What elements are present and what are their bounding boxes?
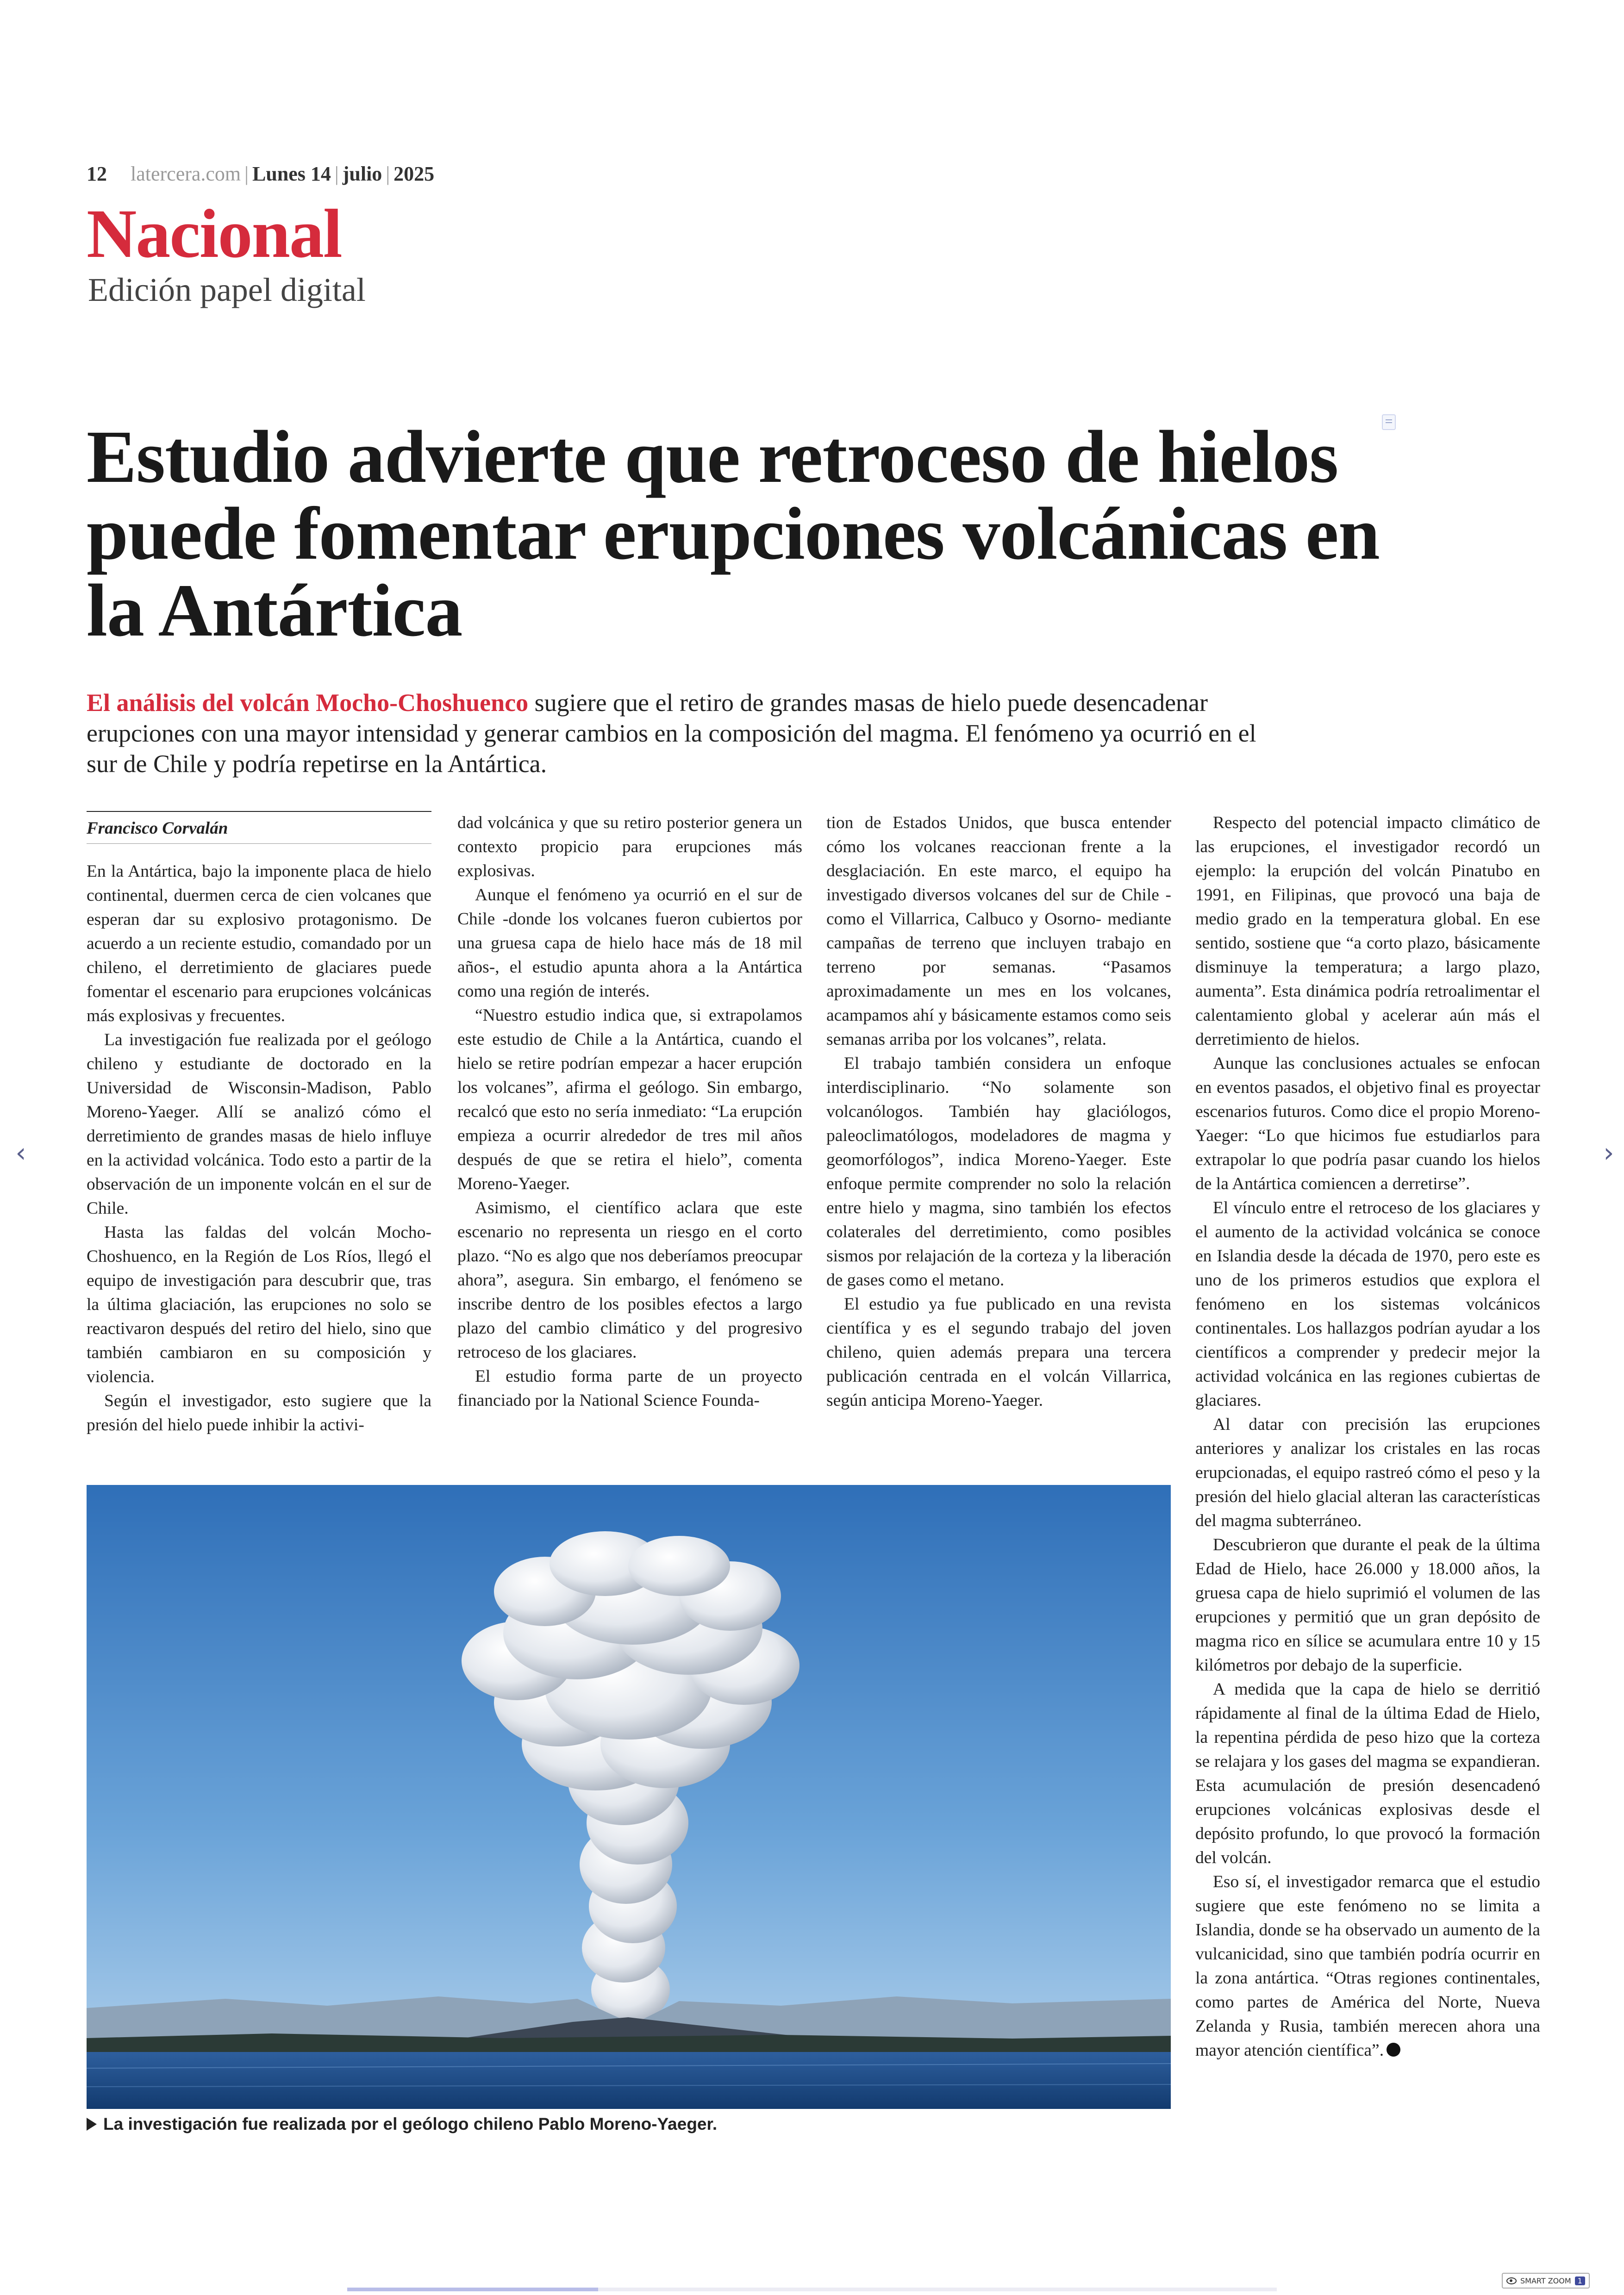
article-column-3 [826, 811, 1171, 1413]
paragraph: Al datar con precisión las erupciones anteriores y analizar los cristales en las rocas erupcionadas, el equipo rastreó cómo el peso y la presión del hielo glacial alteran las características del magma subterráneo. [1195, 1415, 1540, 1530]
paragraph: El estudio ya fue publicado en una revista científica y es el segundo trabajo del joven chileno, quien además prepara una tercera publicación centrada en el volcán Villarrica, según anticipa Moreno-Yaeger. [826, 1295, 1171, 1410]
header-date-month: julio [342, 162, 382, 185]
byline: Francisco Corvalán [87, 811, 431, 844]
note-icon[interactable] [1382, 414, 1396, 430]
paragraph: El trabajo también considera un enfoque interdisciplinario. “No solamente son volcanólogos. También hay glaciólogos, paleoclimatólogos, modeladores de magma y geomorfólogos”, indica Moreno-Yaeger. Este enfoque permite comprender no solo la relación entre hielo y magma, sino también los efectos colaterales del derretimiento, como posibles sismos por relajación de la corteza y la liberación de gases como el metano. [826, 1054, 1171, 1290]
eruption-photo [87, 1485, 1171, 2109]
paragraph: “Nuestro estudio indica que, si extrapolamos este estudio de Chile a la Antártica, cuando el hielo se retire podrían empezar a hacer erupción los volcanes”, afirma el geólogo. Sin embargo, recalcó que esto no sería inmediato: “La erupción empieza a ocurrir alrededor de tres mil años después de que se retira el hielo”, comenta Moreno-Yaeger. [457, 1006, 802, 1193]
paragraph: dad volcánica y que su retiro posterior genera un contexto propicio para erupciones más explosivas. [457, 813, 802, 880]
chevron-right-icon[interactable]: › [1603, 1137, 1614, 1168]
photo-caption [87, 2114, 717, 2134]
lede-highlight: El análisis del volcán Mocho-Choshuenco [87, 689, 529, 717]
caption-arrow-icon [87, 2118, 97, 2131]
header-date-year: 2025 [394, 162, 435, 185]
article-lede [87, 687, 1281, 779]
lede-text: sugiere que el retiro de grandes masas de hielo puede desencadenar erupciones con una mayor intensidad y generar cambios en la composición del magma. El fenómeno ya ocurrió en el sur de Chile y podría repetirse en la Antártica. [87, 689, 1256, 778]
page-number: 12 [87, 162, 107, 185]
smart-zoom-label: SMART ZOOM [1520, 2276, 1571, 2285]
end-mark-icon [1387, 2043, 1400, 2057]
page-progress-fill [347, 2288, 598, 2291]
paragraph [1195, 1870, 1540, 2063]
paragraph: Aunque las conclusiones actuales se enfocan en eventos pasados, el objetivo final es proyectar escenarios futuros. Como dice el propio Moreno-Yaeger: “Lo que hicimos fue estudiarlos para extrapolar lo que podría pasar cuando los hielos de la Antártica comiencen a derretirse”. [1195, 1054, 1540, 1193]
paragraph: Descubrieron que durante el peak de la última Edad de Hielo, hace 26.000 y 18.000 años, la gruesa capa de hielo suprimió el volumen de las erupciones y permitió que un gran depósito de magma rico en sílice se acumulara entre 10 y 15 kilómetros por debajo de la superficie. [1195, 1535, 1540, 1675]
paragraph: La investigación fue realizada por el geólogo chileno y estudiante de doctorado en la Universidad de Wisconsin-Madison, Pablo Moreno-Yaeger. Allí se analizó cómo el derretimiento de grandes masas de hielo influye en la actividad volcánica. Todo esto a partir de la observación de un imponente volcán en el sur de Chile. [87, 1030, 431, 1218]
eye-icon [1506, 2277, 1517, 2284]
paragraph: Según el investigador, esto sugiere que la presión del hielo puede inhibir la activi- [87, 1391, 431, 1434]
header-date-day: Lunes 14 [252, 162, 331, 185]
article-column-1 [87, 811, 431, 1437]
chevron-left-icon[interactable]: ‹ [15, 1137, 26, 1168]
paragraph: Aunque el fenómeno ya ocurrió en el sur de Chile -donde los volcanes fueron cubiertos por una gruesa capa de hielo hace más de 18 mil años-, el estudio apunta ahora a la Antártica como una región de interés. [457, 886, 802, 1001]
paragraph: Hasta las faldas del volcán Mocho-Choshuenco, en la Región de Los Ríos, llegó el equipo de investigación para descubrir que, tras la última glaciación, las erupciones no solo se reactivaron después del retiro del hielo, sino que también cambiaron en su composición y violencia. [87, 1223, 431, 1386]
paragraph: En la Antártica, bajo la imponente placa de hielo continental, duermen cerca de cien volcanes que esperan dar su explosivo protagonismo. De acuerdo a un reciente estudio, comandado por un chileno, el derretimiento de glaciares puede fomentar el escenario para erupciones volcánicas más explosivas y frecuentes. [87, 862, 431, 1025]
page-header: 12 latercera.com | Lunes 14 | julio | 2025 [87, 162, 435, 185]
article-column-4 [1195, 811, 1540, 2063]
photo-caption-text: La investigación fue realizada por el geólogo chileno Pablo Moreno-Yaeger. [103, 2114, 718, 2133]
page-progress-bar[interactable] [347, 2288, 1277, 2291]
section-title: Nacional [87, 195, 342, 272]
paragraph: El estudio forma parte de un proyecto financiado por la National Science Founda- [457, 1367, 802, 1410]
section-subtitle: Edición papel digital [88, 271, 366, 308]
paragraph: Respecto del potencial impacto climático de las erupciones, el investigador recordó un ejemplo: la erupción del volcán Pinatubo en 1991, en Filipinas, que provocó una baja de medio grado en la temperatura global. En ese sentido, sostiene que “a corto plazo, básicamente disminuye la temperatura; a largo plazo, aumenta”. Esta dinámica podría retroalimentar el calentamiento global y acelerar aún más el derretimiento de hielos. [1195, 813, 1540, 1049]
paragraph: El vínculo entre el retroceso de los glaciares y el aumento de la actividad volcánica se conoce en Islandia desde la década de 1970, pero este es uno de los primeros estudios que explora el fenómeno en los sistemas volcánicos continentales. Los hallazgos podrían ayudar a los científicos a comprender y predecir mejor la actividad volcánica en las regiones cubiertas de glaciares. [1195, 1198, 1540, 1410]
paragraph: Asimismo, el científico aclara que este escenario no representa un riesgo en el corto plazo. “No es algo que nos deberíamos preocupar ahora”, asegura. Sin embargo, el fenómeno se inscribe dentro de los posibles efectos a largo plazo del cambio climático y del progresivo retroceso de los glaciares. [457, 1198, 802, 1362]
paragraph: tion de Estados Unidos, que busca entender cómo los volcanes reaccionan frente a la desglaciación. En este marco, el equipo ha investigado diversos volcanes del sur de Chile -como el Villarrica, Calbuco y Osorno- mediante campañas de terreno que incluyen trabajo en terreno por semanas. “Pasamos aproximadamente un mes en los volcanes, acampamos ahí y básicamente estamos como seis semanas arriba por los volcanes”, relata. [826, 813, 1171, 1049]
paragraph: A medida que la capa de hielo se derritió rápidamente al final de la última Edad de Hielo, la repentina pérdida de peso hizo que la corteza se relajara y los gases del magma se expandieran. Esta acumulación de presión desencadenó erupciones volcánicas explosivas desde el depósito profundo, lo que provocó la formación del volcán. [1195, 1680, 1540, 1867]
paragraph-text: Eso sí, el investigador remarca que el estudio sugiere que este fenómeno no se limita a Islandia, donde se ha observado un aumento de la vulcanicidad, sino que también podría ocurrir en la zona antártica. “Otras regiones continentales, como partes de América del Norte, Nueva Zelanda y Rusia, también merecen ahora una mayor atención científica”. [1195, 1872, 1540, 2060]
site-name: latercera.com [131, 162, 241, 185]
article-headline: Estudio advierte que retroceso de hielos puede fomentar erupciones volcánicas en la Antártica [87, 416, 1380, 652]
smart-zoom-button[interactable] [1502, 2273, 1590, 2289]
article-column-2 [457, 811, 802, 1413]
smart-zoom-count: 1 [1575, 2276, 1585, 2285]
